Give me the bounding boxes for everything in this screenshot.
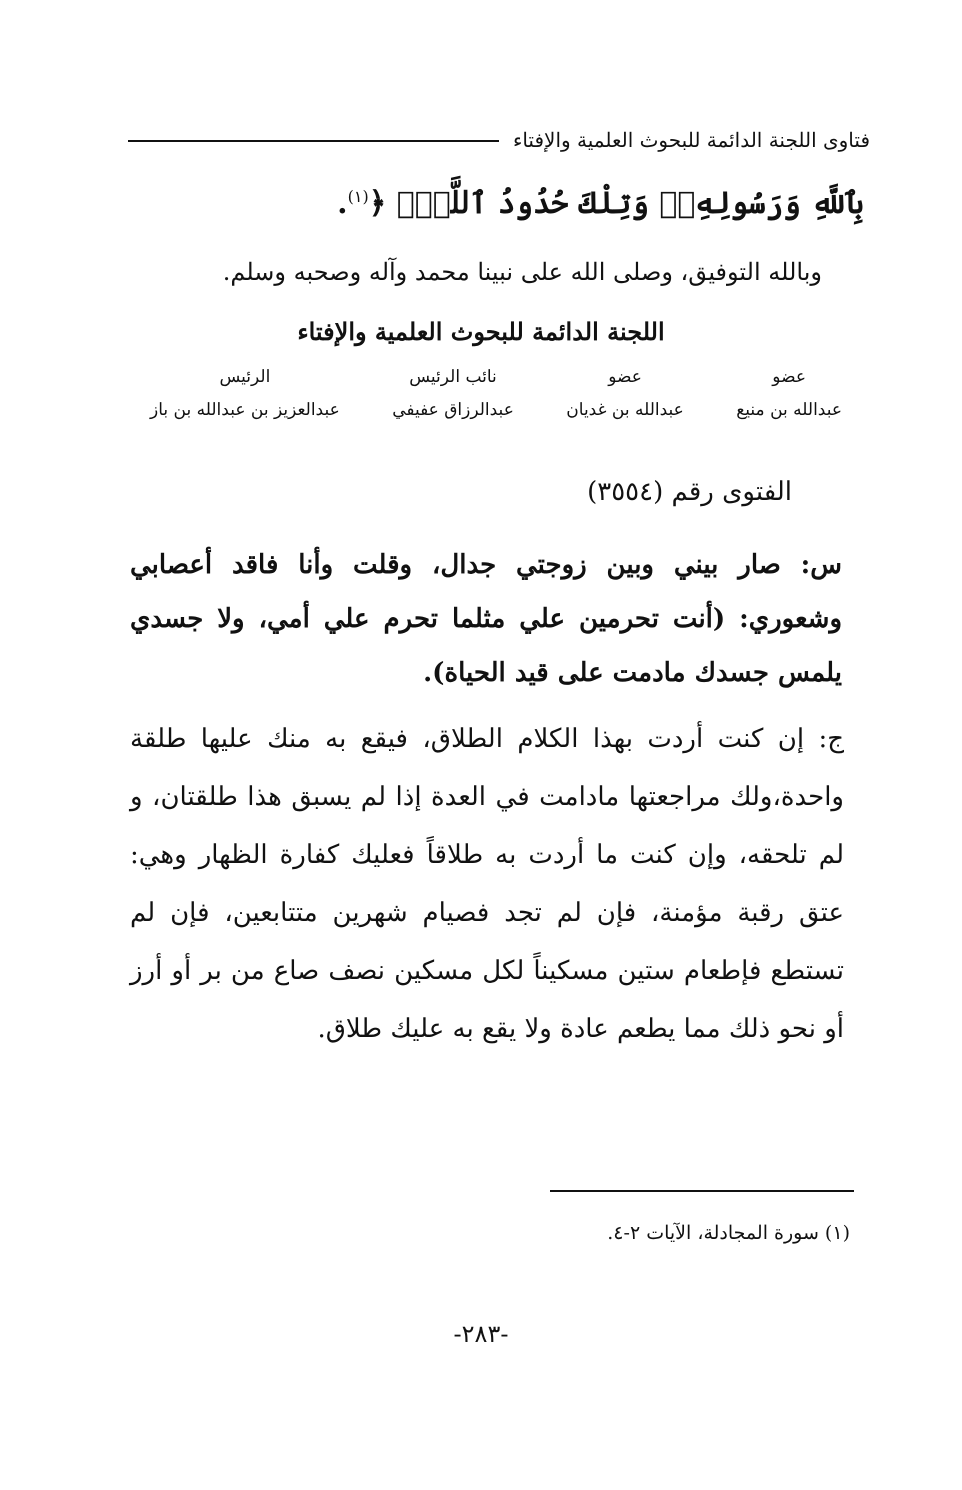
running-header-rule xyxy=(128,140,499,142)
page-number: -٢٨٣- xyxy=(453,1320,509,1348)
signatory-role: عضو xyxy=(608,367,642,387)
signatory xyxy=(392,362,514,428)
signatories xyxy=(150,362,842,428)
signatory-name: عبدالله بن غديان xyxy=(566,400,684,420)
closing-line: وبالله التوفيق، وصلى الله على نبينا محمد وآله وصحبه وسلم. xyxy=(222,258,822,286)
signatory-name: عبدالعزيز بن عبدالله بن باز xyxy=(150,400,340,420)
quran-verse xyxy=(130,172,864,229)
running-header-title: فتاوى اللجنة الدائمة للبحوث العلمية والإفتاء xyxy=(512,128,870,152)
signatory xyxy=(736,362,842,428)
signatory-role: عضو xyxy=(772,367,806,387)
committee-title: اللجنة الدائمة للبحوث العلمية والإفتاء xyxy=(297,317,665,346)
signatory xyxy=(150,362,340,428)
footnote-divider xyxy=(550,1190,854,1192)
verse-text: بِٱللَّهِ وَرَسُولِهِۦۚ وَتِلْكَ حُدُودُ ٱللَّهِۗ ﴿ xyxy=(368,186,864,221)
signatory-role: الرئيس xyxy=(219,367,271,387)
running-header xyxy=(128,112,870,152)
footnote: (١) سورة المجادلة، الآيات ٢-٤. xyxy=(607,1222,850,1244)
question-paragraph: س: صار بيني وبين زوجتي جدال، وقلت وأنا فاقد أعصابي وشعوري: (أنت تحرمين علي مثلما تحرم علي أمي، ولا جسدي يلمس جسدك مادمت على قيد الحياة). xyxy=(130,550,842,688)
signatory xyxy=(566,362,684,428)
verse-end: . xyxy=(337,186,348,221)
fatwa-number: الفتوى رقم (٣٥٥٤) xyxy=(587,477,792,507)
signatory-role: نائب الرئيس xyxy=(409,367,497,387)
signatory-name: عبدالرزاق عفيفي xyxy=(392,400,514,420)
answer-paragraph: ج: إن كنت أردت بهذا الكلام الطلاق، فيقع به منك عليها طلقة واحدة،ولك مراجعتها مادامت في العدة إذا لم يسبق هذا طلقتان، و لم تلحقه، وإن كنت ما أردت به طلاقاً فعليك كفارة الظهار وهي: عتق رقبة مؤمنة، فإن لم تجد فصيام شهرين متتابعين، فإن لم تستطع فإطعام ستين مسكيناً لكل مسكين نصف صاع من بر أو أرز أو نحو ذلك مما يطعم عادة ولا يقع به عليك طلاق. xyxy=(130,724,844,1044)
signatory-name: عبدالله بن منيع xyxy=(736,400,842,420)
verse-footnote-ref: (١) xyxy=(347,187,369,206)
